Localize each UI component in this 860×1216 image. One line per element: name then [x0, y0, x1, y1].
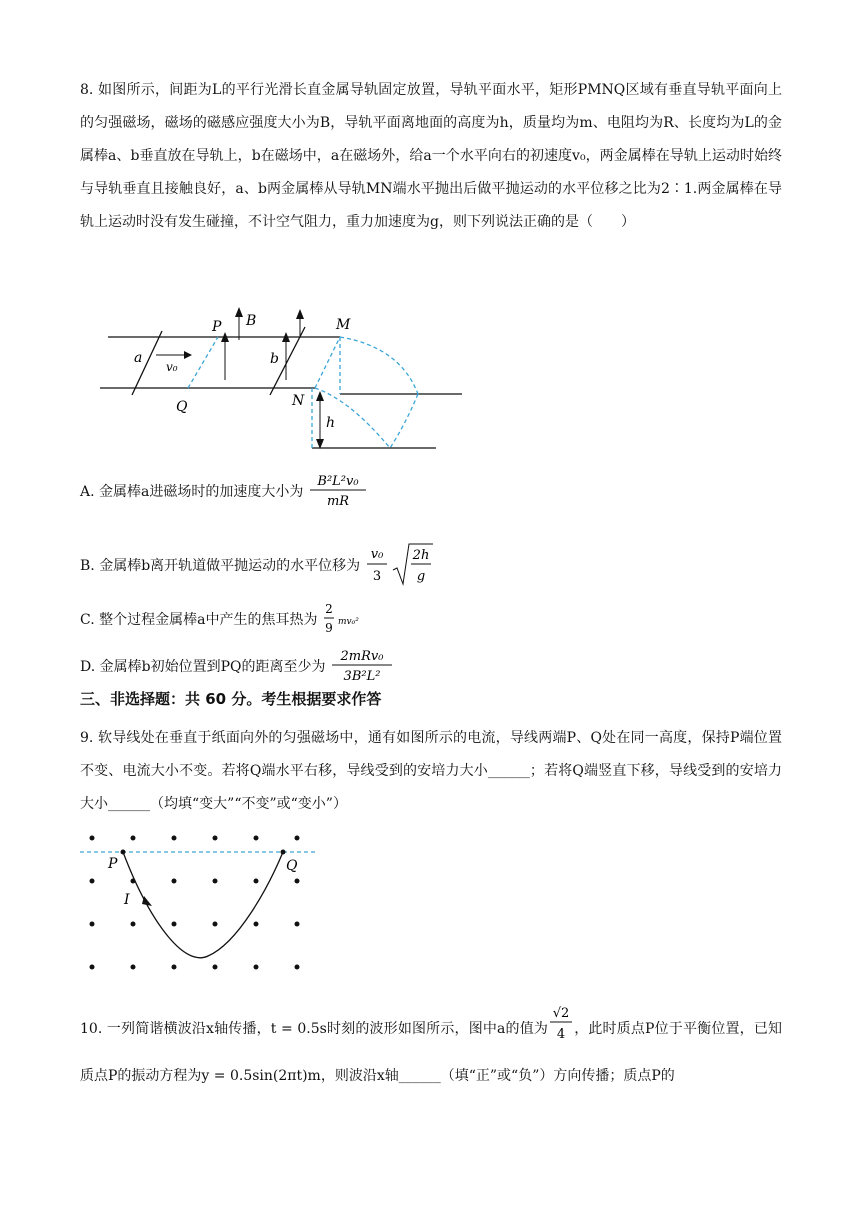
svg-text:B²L²v₀: B²L²v₀ — [317, 474, 359, 489]
svg-text:mR: mR — [326, 494, 349, 509]
question-8-text: 8. 如图所示，间距为L的平行光滑长直金属导轨固定放置，导轨平面水平，矩形PMNQ区域有垂直导轨平面向上的匀强磁场，磁场的磁感应强度大小为B，导轨平面离地面的高度为h，质量均为m、电阻均为R、长度均为L的金属棒a、b垂直放在导轨上，b在磁场中，a在磁场外，给a一个水平向右的初速度v₀，两金属棒在导轨上运动时始终与导轨垂直且接触良好，a、b两金属棒从导轨MN端水平抛出后做平抛运动的水平位移之比为2∶1.两金属棒在导轨上运动时没有发生碰撞，不计空气阻力，重力加速度为g，则下列说法正确的是（ ） — [80, 82, 782, 230]
boundary-mn — [315, 337, 340, 388]
svg-text:mv₀²: mv₀² — [337, 617, 359, 627]
option-c[interactable]: C. 整个过程金属棒a中产生的焦耳热为 2 9 mv₀² — [80, 598, 370, 642]
option-a[interactable]: A. 金属棒a进磁场时的加速度大小为 B²L²v₀ mR — [80, 470, 368, 514]
label-q: Q — [176, 399, 188, 415]
svg-text:9: 9 — [325, 621, 333, 635]
label-p: P — [212, 319, 222, 335]
field-dots — [90, 836, 300, 970]
label-h: h — [326, 415, 336, 431]
svg-text:3: 3 — [372, 569, 381, 584]
option-c-expression — [322, 598, 370, 642]
label-m: M — [336, 317, 351, 333]
svg-text:4: 4 — [556, 1027, 566, 1042]
svg-text:2mRv₀: 2mRv₀ — [340, 649, 384, 664]
boundary-pq — [188, 337, 218, 388]
label-n: N — [292, 393, 305, 409]
section-heading: 三、非选择题：共 60 分。考生根据要求作答 — [80, 690, 382, 708]
svg-text:g: g — [416, 569, 425, 584]
label-p: P — [108, 856, 118, 872]
option-d[interactable]: D. 金属棒b初始位置到PQ的距离至少为 2mRv₀ 3B²L² — [80, 645, 394, 689]
svg-text:2h: 2h — [412, 548, 429, 563]
svg-text:3B²L²: 3B²L² — [343, 669, 381, 684]
q8-figure — [100, 305, 480, 457]
a-value-fraction — [548, 1000, 574, 1058]
q9-figure — [78, 828, 328, 976]
question-9-text: 9. 软导线处在垂直于纸面向外的匀强磁场中，通有如图所示的电流，导线两端P、Q处在同一高度，保持P端位置不变、电流大小不变。若将Q端水平右移，导线受到的安培力大小______；若将Q端竖直下移，导线受到的安培力大小______（均填“变大”“不变”或“变小”） — [80, 730, 782, 812]
label-a: a — [134, 350, 143, 366]
label-b-field: B — [246, 313, 257, 329]
trajectory-m — [340, 337, 418, 394]
trajectory-m-lower — [390, 394, 418, 448]
svg-text:v₀: v₀ — [370, 547, 383, 562]
label-b: b — [270, 351, 279, 367]
option-a-fraction — [308, 470, 368, 514]
label-q: Q — [286, 858, 298, 874]
label-v0: v₀ — [166, 360, 178, 374]
option-b[interactable]: B. 金属棒b离开轨道做平抛运动的水平位移为 v₀ 3 2h g — [80, 540, 435, 592]
svg-text:2: 2 — [325, 602, 333, 616]
label-i: I — [124, 892, 130, 908]
svg-text:√2: √2 — [552, 1006, 570, 1021]
question-10-text: 10. 一列简谐横波沿x轴传播，t = 0.5s时刻的波形如图所示，图中a的值为 √2 4 ，此时质点P位于平衡位置，已知质点P的振动方程为y = 0.5sin(2πt)m，则波沿x轴______（填“正”或“负”）方向传播；质点P的 — [80, 1000, 782, 1094]
option-b-expression — [365, 540, 435, 592]
option-d-fraction — [330, 645, 394, 689]
